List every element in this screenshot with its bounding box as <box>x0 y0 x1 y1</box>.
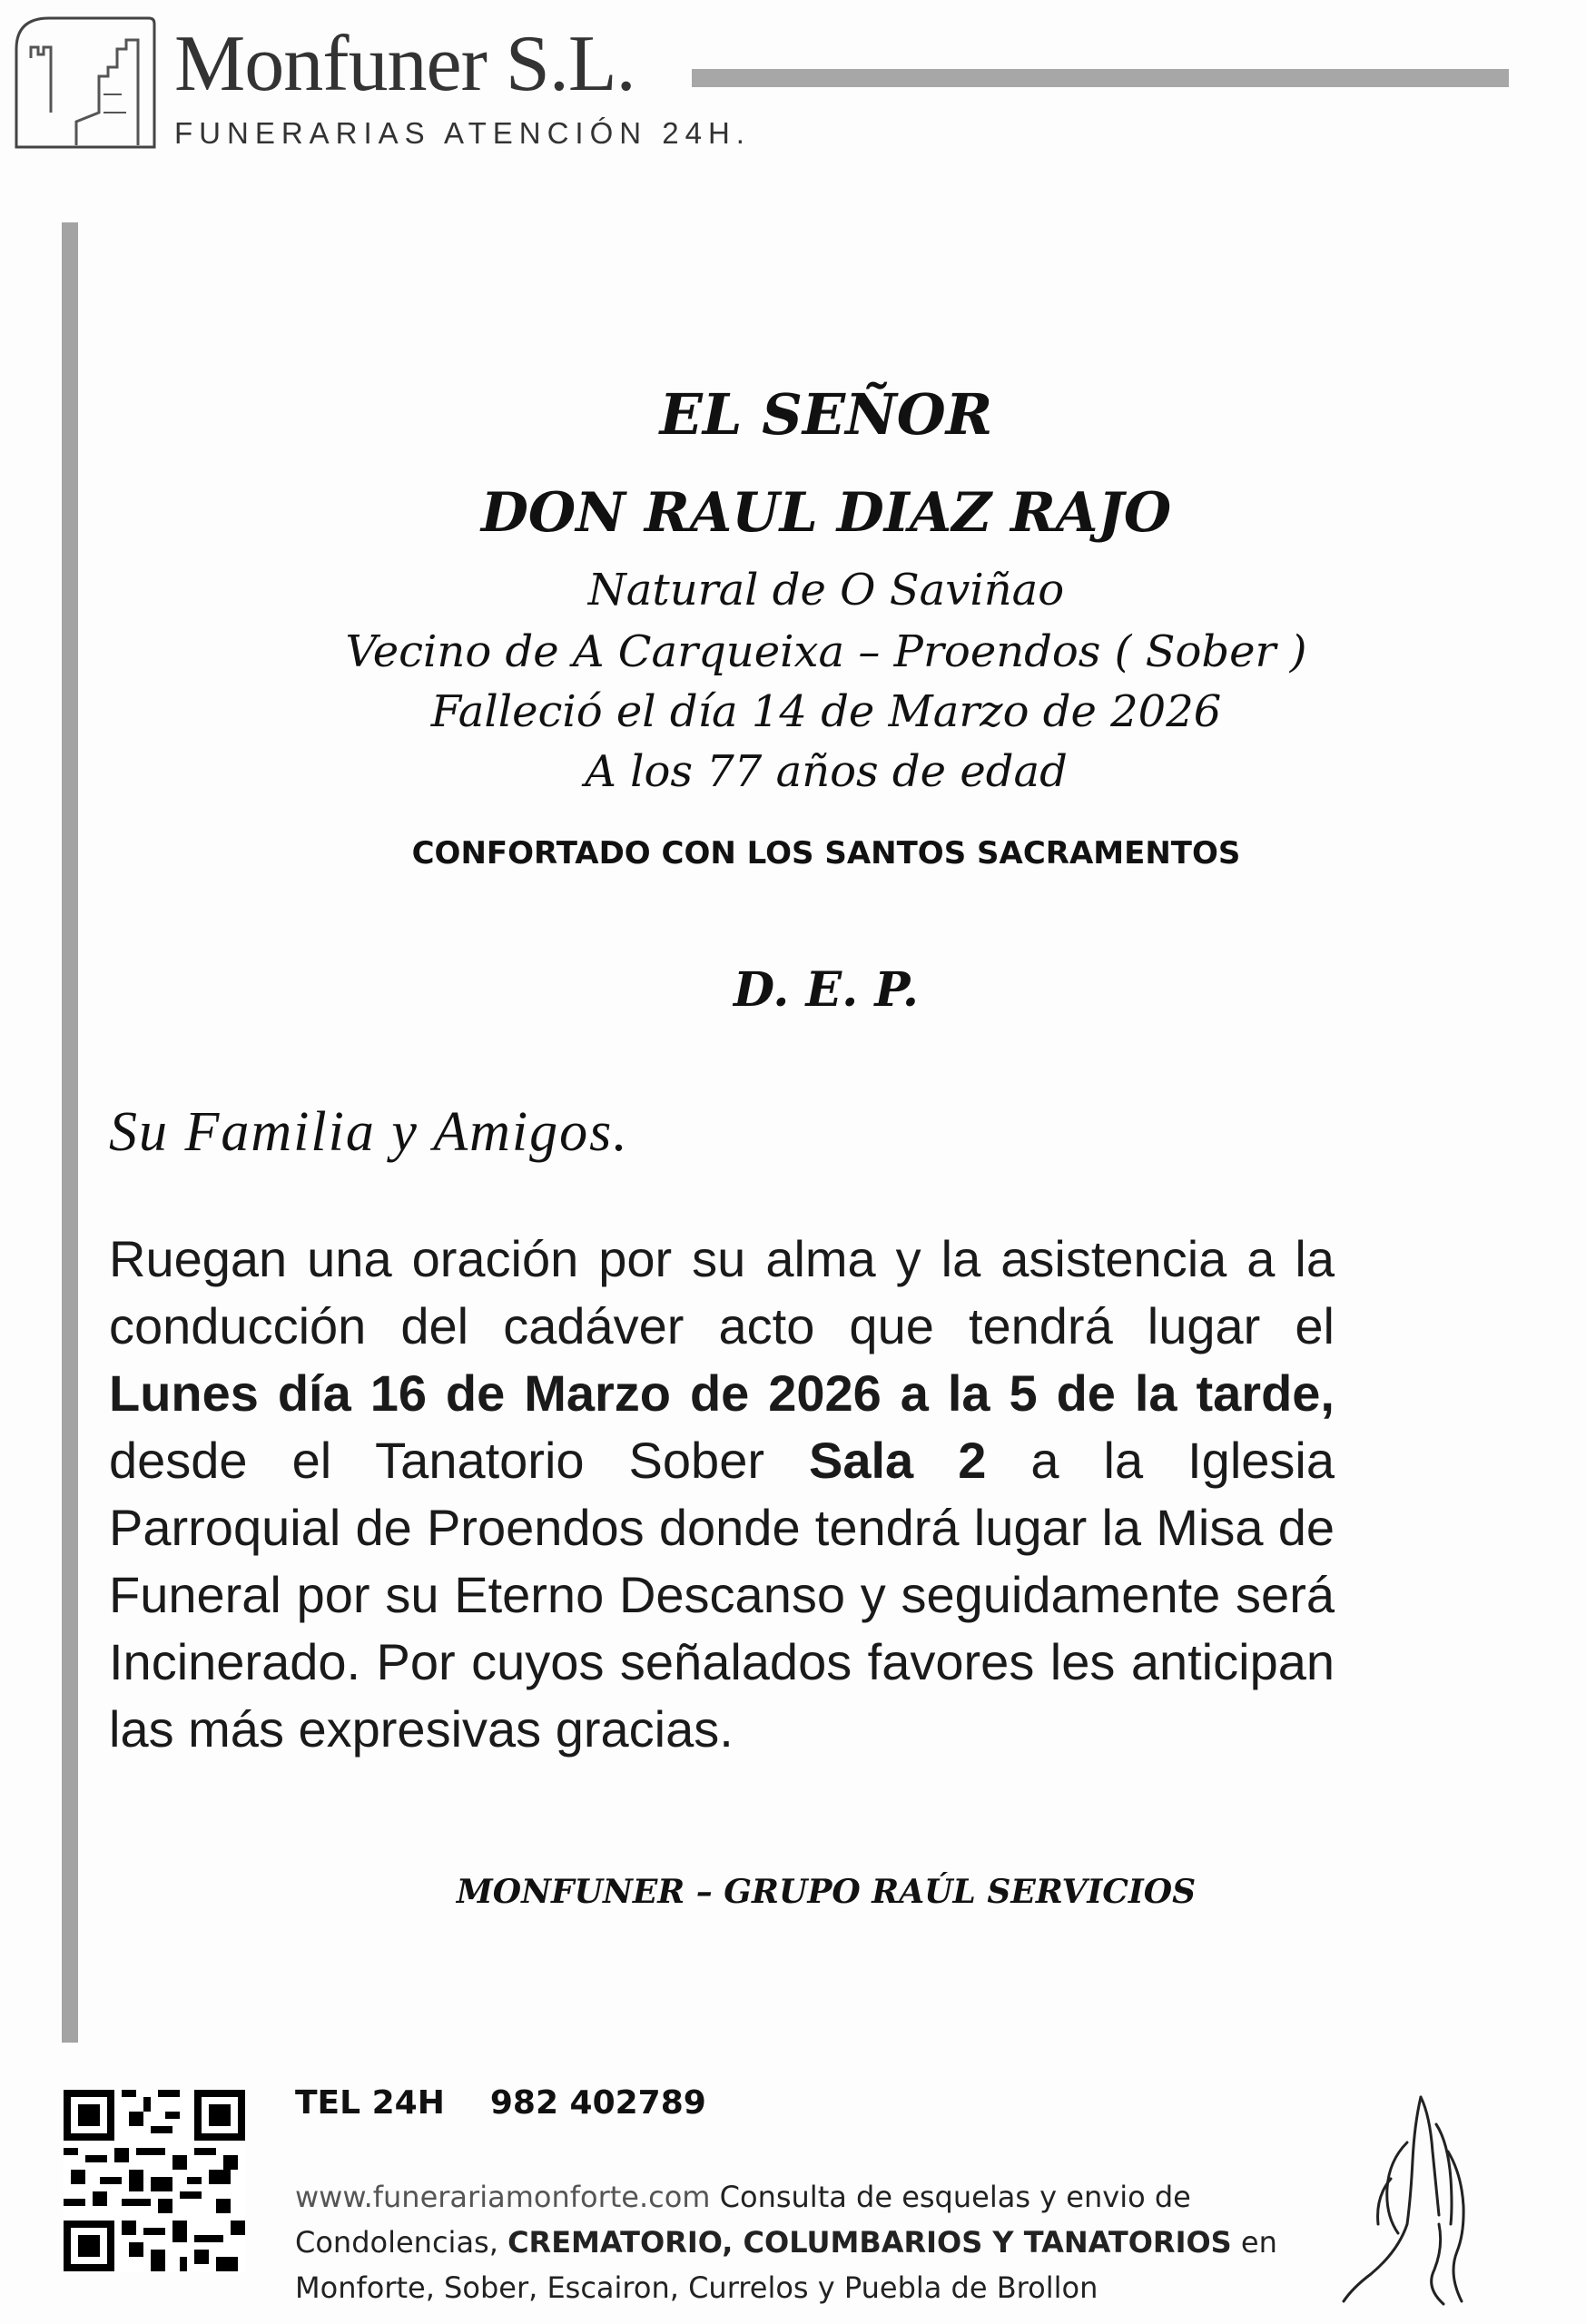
death-date-line: Falleció el día 14 de Marzo de 2026 <box>430 686 1222 737</box>
website-link[interactable]: www.funerariamonforte.com <box>295 2180 711 2214</box>
body-text-1: Ruegan una oración por su alma y la asistencia a la conducción del cadáver acto que tendrá lugar el <box>109 1230 1335 1354</box>
notice-title: EL SEÑOR <box>659 381 993 448</box>
funeral-details-paragraph <box>109 1226 1335 1763</box>
phone-label: TEL 24H <box>295 2084 445 2122</box>
residence-line: Vecino de A Carqueixa – Proendos ( Sober ) <box>345 626 1307 677</box>
footer-text-2: en Monforte, Sober, Escairon, Currelos y Puebla de Brollon <box>295 2225 1277 2305</box>
footer-services: CREMATORIO, COLUMBARIOS Y TANATORIOS <box>507 2225 1232 2260</box>
body-bold-date: Lunes día 16 de Marzo de 2026 a la 5 de la tarde, <box>109 1364 1335 1422</box>
body-bold-room: Sala 2 <box>809 1432 987 1489</box>
body-text-3: a la Iglesia Parroquial de Proendos donde tendrá lugar la Misa de Funeral por su Eterno Descanso y seguidamente será Incinerado. Por cuyos señalados favores les anticipan las más expresivas gracias. <box>109 1432 1335 1758</box>
body-text-2: desde el Tanatorio Sober <box>109 1432 809 1489</box>
phone-number[interactable]: 982 402789 <box>489 2084 706 2122</box>
footer-text-1: Consulta de esquelas y envio de Condolencias, <box>295 2180 1191 2260</box>
family-line: Su Familia y Amigos. <box>109 1101 629 1163</box>
phone-line <box>295 2084 706 2122</box>
footer-info <box>295 2174 1339 2310</box>
header-divider <box>692 69 1509 87</box>
age-line: A los 77 años de edad <box>585 746 1068 797</box>
signature: MONFUNER – GRUPO RAÚL SERVICIOS <box>456 1873 1197 1911</box>
sacraments-line: CONFORTADO CON LOS SANTOS SACRAMENTOS <box>411 835 1241 872</box>
dep-line: D. E. P. <box>734 962 919 1018</box>
tower-logo-icon <box>13 13 158 149</box>
qr-code-icon <box>64 2090 245 2271</box>
origin-line: Natural de O Saviñao <box>587 565 1065 615</box>
brand-name: Monfuner S.L. <box>174 20 635 108</box>
praying-hands-icon <box>1335 2088 1489 2306</box>
side-divider <box>62 222 78 2043</box>
brand-tagline: FUNERARIAS ATENCIÓN 24H. <box>174 116 751 150</box>
deceased-name: DON RAUL DIAZ RAJO <box>480 481 1172 545</box>
